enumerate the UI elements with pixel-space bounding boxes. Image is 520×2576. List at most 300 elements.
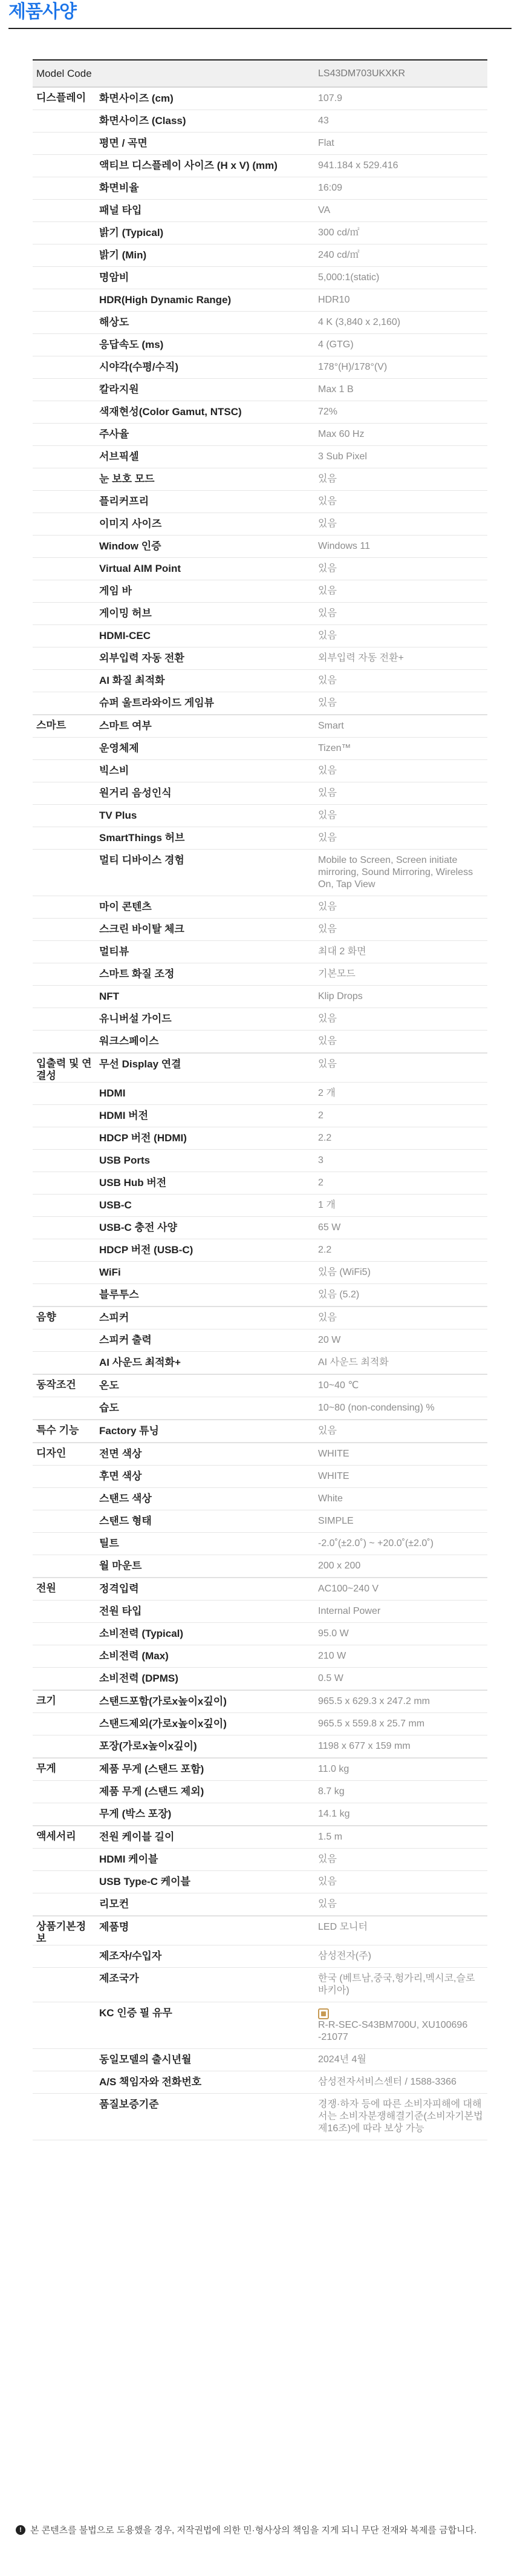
spec-row (33, 1306, 487, 1329)
spec-value: VA (318, 205, 331, 215)
spec-category-empty (33, 1871, 96, 1893)
spec-category-empty (33, 267, 96, 289)
spec-row (33, 1352, 487, 1374)
spec-value: 있음 (318, 1313, 337, 1323)
spec-row (33, 1893, 487, 1916)
spec-category-empty (33, 1329, 96, 1351)
spec-value: 11.0 kg (318, 1764, 349, 1774)
spec-value: 있음 (318, 608, 337, 618)
spec-value: 107.9 (318, 93, 343, 103)
spec-label: 응답속도 (ms) (99, 339, 164, 350)
spec-category: 무게 (36, 1763, 56, 1774)
spec-label: SmartThings 허브 (99, 832, 185, 844)
spec-label: 플리커프리 (99, 496, 149, 507)
spec-row (33, 1083, 487, 1105)
spec-row (33, 1578, 487, 1601)
spec-value: 4 K (3,840 x 2,160) (318, 317, 401, 327)
spec-label: HDMI 버전 (99, 1110, 149, 1121)
spec-label: 품질보증기준 (99, 2099, 159, 2110)
spec-row (33, 1329, 487, 1352)
spec-value: 2 (318, 1178, 323, 1188)
spec-value: 14.1 kg (318, 1809, 350, 1819)
spec-label: 온도 (99, 1380, 119, 1391)
spec-value: 1.5 m (318, 1832, 343, 1842)
spec-label: 전면 색상 (99, 1448, 142, 1460)
spec-label: 멀티뷰 (99, 946, 129, 957)
spec-label: 월 마운트 (99, 1560, 142, 1571)
spec-value: 삼성전자(주) (318, 1951, 371, 1961)
spec-row (33, 625, 487, 647)
spec-value: 72% (318, 407, 338, 417)
spec-value: 있음 (318, 902, 337, 912)
spec-value: 2 (318, 1110, 323, 1121)
spec-row (33, 1690, 487, 1713)
spec-row (33, 200, 487, 222)
spec-value: 95.0 W (318, 1628, 349, 1639)
spec-category-empty (33, 850, 96, 896)
spec-label: 블루투스 (99, 1289, 139, 1300)
kc-cert-number: R-R-SEC-S43BM700U, XU100696-21077 (318, 2020, 468, 2042)
spec-label: HDR(High Dynamic Range) (99, 294, 232, 306)
spec-value: AI 사운드 최적화 (318, 1357, 389, 1368)
spec-row (33, 1053, 487, 1083)
spec-value: 있음 (318, 810, 337, 821)
spec-label: 원거리 음성인식 (99, 787, 172, 799)
spec-row (33, 1031, 487, 1053)
spec-value: 0.5 W (318, 1673, 343, 1683)
spec-label: 스탠드 형태 (99, 1515, 152, 1527)
spec-value: 65 W (318, 1222, 341, 1233)
spec-category-empty (33, 760, 96, 782)
spec-value: 최대 2 화면 (318, 946, 366, 957)
spec-label: 빅스비 (99, 765, 129, 776)
spec-label: 이미지 사이즈 (99, 518, 162, 529)
spec-row (33, 1195, 487, 1217)
spec-category-empty (33, 468, 96, 490)
spec-row (33, 1645, 487, 1668)
spec-category-empty (33, 1284, 96, 1306)
spec-category-empty (33, 312, 96, 333)
spec-row (33, 1217, 487, 1239)
spec-label: 외부입력 자동 전환 (99, 652, 184, 664)
spec-category-empty (33, 536, 96, 557)
spec-category-empty (33, 670, 96, 692)
model-row (33, 59, 487, 87)
spec-label: HDCP 버전 (HDMI) (99, 1132, 187, 1144)
spec-value: 16:09 (318, 183, 343, 193)
spec-category-empty (33, 1262, 96, 1283)
spec-category-empty (33, 1645, 96, 1667)
spec-value: 20 W (318, 1335, 341, 1345)
spec-category-empty (33, 133, 96, 154)
spec-value: 기본모드 (318, 969, 356, 979)
spec-category-empty (33, 941, 96, 963)
model-label: Model Code (36, 67, 92, 79)
spec-row (33, 1374, 487, 1397)
spec-category-empty (33, 1239, 96, 1261)
spec-value: 965.5 x 559.8 x 25.7 mm (318, 1719, 425, 1729)
spec-category-empty (33, 200, 96, 221)
spec-value: 있음 (318, 519, 337, 529)
spec-row (33, 1758, 487, 1781)
spec-row (33, 468, 487, 491)
spec-category-empty (33, 782, 96, 804)
spec-category-empty (33, 491, 96, 513)
spec-value: 있음 (318, 563, 337, 574)
spec-category-empty (33, 558, 96, 580)
spec-category: 크기 (36, 1695, 56, 1706)
spec-value: HDR10 (318, 295, 350, 305)
spec-label: 소비전력 (DPMS) (99, 1673, 178, 1684)
spec-value: 있음 (318, 474, 337, 484)
spec-category-empty (33, 1510, 96, 1532)
spec-row (33, 1443, 487, 1466)
spec-row (33, 312, 487, 334)
spec-category-empty (33, 692, 96, 714)
spec-value: 2.2 (318, 1245, 332, 1255)
spec-label: 틸트 (99, 1538, 119, 1549)
spec-row (33, 1397, 487, 1420)
spec-label: HDMI (99, 1087, 126, 1099)
spec-row (33, 267, 487, 289)
spec-value: 8.7 kg (318, 1786, 345, 1797)
spec-row (33, 424, 487, 446)
spec-row (33, 155, 487, 177)
spec-value: Flat (318, 138, 334, 148)
spec-row (33, 222, 487, 244)
spec-row (33, 603, 487, 625)
spec-category: 디자인 (36, 1447, 67, 1459)
spec-label: 패널 타입 (99, 205, 142, 216)
spec-row (33, 715, 487, 738)
spec-value: 삼성전자서비스센터 / 1588-3366 (318, 2077, 457, 2087)
spec-category-empty (33, 2094, 96, 2140)
spec-category-empty (33, 1083, 96, 1104)
spec-value: LED 모니터 (318, 1922, 368, 1932)
spec-label: 습도 (99, 1402, 119, 1414)
spec-row (33, 2002, 487, 2049)
spec-value: Windows 11 (318, 541, 370, 551)
spec-value: Klip Drops (318, 991, 363, 1001)
spec-label: 전원 타입 (99, 1605, 142, 1617)
spec-row (33, 2049, 487, 2071)
spec-label: 게임 바 (99, 585, 132, 597)
spec-category-empty (33, 1488, 96, 1510)
spec-label: 칼라지원 (99, 384, 139, 395)
spec-label: USB Ports (99, 1155, 151, 1166)
spec-value: 178°(H)/178°(V) (318, 362, 388, 372)
spec-row (33, 2094, 487, 2140)
spec-label: 화면사이즈 (Class) (99, 115, 186, 126)
spec-category-empty (33, 603, 96, 624)
spec-row (33, 133, 487, 155)
spec-label: TV Plus (99, 810, 137, 821)
spec-row (33, 850, 487, 896)
spec-value: 있음 (318, 1854, 337, 1864)
spec-label: 제조국가 (99, 1973, 139, 1984)
spec-label: 스탠드 색상 (99, 1493, 152, 1504)
spec-row (33, 760, 487, 782)
spec-value: 2024년 4월 (318, 2054, 366, 2065)
spec-category-empty (33, 446, 96, 468)
spec-label: 스크린 바이탈 체크 (99, 923, 184, 935)
spec-label: 해상도 (99, 316, 129, 328)
spec-label: 명암비 (99, 272, 129, 283)
spec-category-empty (33, 1031, 96, 1052)
spec-category: 전원 (36, 1582, 56, 1594)
spec-category-empty (33, 625, 96, 647)
spec-label: 워크스페이스 (99, 1035, 159, 1047)
spec-category: 입출력 및 연결성 (36, 1058, 92, 1081)
spec-row (33, 919, 487, 941)
spec-value: 4 (GTG) (318, 339, 354, 350)
page-header (8, 0, 512, 29)
spec-row (33, 1239, 487, 1262)
spec-category-empty (33, 289, 96, 311)
spec-value: 있음 (318, 833, 337, 843)
spec-category-empty (33, 1172, 96, 1194)
spec-category-empty (33, 356, 96, 378)
spec-category-empty (33, 1466, 96, 1487)
spec-label: 포장(가로x높이x깊이) (99, 1740, 197, 1752)
spec-label: 소비전력 (Typical) (99, 1628, 184, 1639)
spec-row (33, 2071, 487, 2094)
spec-label: 스마트 화질 조정 (99, 968, 175, 980)
spec-row (33, 334, 487, 356)
spec-label: 밝기 (Typical) (99, 227, 164, 238)
spec-value: 965.5 x 629.3 x 247.2 mm (318, 1696, 430, 1706)
spec-row (33, 805, 487, 827)
spec-label: Factory 튜닝 (99, 1425, 159, 1437)
spec-label: 화면비율 (99, 182, 139, 194)
spec-row (33, 670, 487, 692)
spec-row (33, 110, 487, 133)
spec-value: 있음 (318, 631, 337, 641)
spec-row (33, 446, 487, 468)
spec-row (33, 558, 487, 580)
spec-row (33, 1713, 487, 1735)
spec-value: 한국 (베트남,중국,헝가리,멕시코,슬로바키아) (318, 1973, 475, 1996)
spec-category-empty (33, 1397, 96, 1419)
spec-label: 멀티 디바이스 경험 (99, 854, 184, 866)
spec-value: 3 (318, 1155, 323, 1165)
spec-row (33, 1623, 487, 1645)
spec-category-empty (33, 334, 96, 356)
spec-category-empty (33, 738, 96, 759)
spec-row (33, 1488, 487, 1510)
spec-label: USB Type-C 케이블 (99, 1876, 190, 1887)
spec-value: WHITE (318, 1449, 349, 1459)
spec-label: 밝기 (Min) (99, 249, 147, 261)
spec-category-empty (33, 1735, 96, 1757)
spec-category-empty (33, 1601, 96, 1622)
spec-value: Internal Power (318, 1606, 381, 1616)
spec-row (33, 580, 487, 603)
spec-label: 후면 색상 (99, 1470, 142, 1482)
spec-row (33, 536, 487, 558)
spec-row (33, 289, 487, 312)
spec-row (33, 1871, 487, 1893)
spec-value: Tizen™ (318, 743, 351, 753)
spec-category-empty (33, 1352, 96, 1374)
spec-category-empty (33, 2049, 96, 2071)
spec-row (33, 647, 487, 670)
spec-row (33, 1420, 487, 1443)
spec-row (33, 1510, 487, 1533)
spec-category-empty (33, 1533, 96, 1555)
spec-category-empty (33, 827, 96, 849)
spec-row (33, 491, 487, 513)
spec-row (33, 1826, 487, 1849)
spec-value: White (318, 1493, 343, 1504)
spec-row (33, 738, 487, 760)
spec-row (33, 1105, 487, 1127)
spec-label: 시야각(수평/수직) (99, 361, 178, 373)
spec-row (33, 827, 487, 850)
spec-value: 있음 (318, 1014, 337, 1024)
spec-label: KC 인증 필 유무 (99, 2007, 172, 2019)
spec-label: 스피커 출력 (99, 1334, 152, 1346)
spec-category-empty (33, 177, 96, 199)
spec-category-empty (33, 379, 96, 401)
model-value: LS43DM703UKXKR (318, 68, 406, 79)
spec-value: 있음 (318, 1426, 337, 1436)
spec-label: 마이 콘텐츠 (99, 901, 152, 913)
spec-category-empty (33, 1150, 96, 1172)
spec-category-empty (33, 986, 96, 1008)
spec-label: 제품 무게 (스탠드 제외) (99, 1786, 204, 1797)
spec-value: 있음 (5.2) (318, 1290, 360, 1300)
spec-category-empty (33, 1803, 96, 1825)
spec-value: 10~80 (non-condensing) % (318, 1403, 435, 1413)
spec-value: 1 개 (318, 1200, 336, 1210)
spec-row (33, 1150, 487, 1172)
spec-label: 소비전력 (Max) (99, 1650, 169, 1662)
spec-row (33, 1262, 487, 1284)
spec-label: A/S 책임자와 전화번호 (99, 2076, 202, 2088)
spec-category-empty (33, 155, 96, 177)
spec-row (33, 1849, 487, 1871)
spec-value: Smart (318, 721, 344, 731)
spec-row (33, 244, 487, 267)
spec-label: 전원 케이블 길이 (99, 1831, 175, 1843)
spec-category: 특수 기능 (36, 1424, 79, 1436)
spec-category-empty (33, 1713, 96, 1735)
spec-value: 있음 (318, 698, 337, 708)
spec-row (33, 513, 487, 536)
spec-label: 스탠드포함(가로x높이x깊이) (99, 1696, 227, 1707)
spec-row (33, 1466, 487, 1488)
spec-label: Window 인증 (99, 540, 161, 552)
spec-value: 있음 (318, 675, 337, 686)
spec-value: 5,000:1(static) (318, 272, 380, 283)
spec-value: -2.0˚(±2.0˚) ~ +20.0˚(±2.0˚) (318, 1538, 434, 1549)
spec-label: 주사율 (99, 428, 129, 440)
spec-label: 색재현성(Color Gamut, NTSC) (99, 406, 242, 418)
spec-row (33, 1172, 487, 1195)
spec-value: 있음 (318, 1036, 337, 1046)
spec-row (33, 87, 487, 110)
spec-label: 유니버설 가이드 (99, 1013, 172, 1024)
spec-label: 스탠드제외(가로x높이x깊이) (99, 1718, 227, 1729)
spec-category-empty (33, 110, 96, 132)
spec-row (33, 782, 487, 805)
spec-row (33, 692, 487, 715)
spec-label: HDMI-CEC (99, 630, 151, 641)
spec-category-empty (33, 424, 96, 445)
spec-category: 액세서리 (36, 1830, 76, 1842)
spec-label: USB Hub 버전 (99, 1177, 167, 1188)
spec-value: 있음 (WiFi5) (318, 1267, 371, 1277)
spec-value: 2.2 (318, 1133, 332, 1143)
spec-table (33, 59, 487, 2140)
spec-category: 음향 (36, 1311, 56, 1323)
spec-label: HDMI 케이블 (99, 1853, 158, 1865)
spec-row (33, 1127, 487, 1150)
spec-label: 제품명 (99, 1921, 129, 1933)
spec-category-empty (33, 1105, 96, 1127)
spec-label: 제품 무게 (스탠드 포함) (99, 1763, 204, 1775)
spec-category-empty (33, 244, 96, 266)
spec-value: 있음 (318, 1899, 337, 1909)
spec-category-empty (33, 805, 96, 827)
spec-label: WiFi (99, 1267, 121, 1278)
spec-label: 정격입력 (99, 1583, 139, 1594)
spec-value: AC100~240 V (318, 1584, 379, 1594)
spec-category: 스마트 (36, 719, 67, 731)
spec-row (33, 1781, 487, 1803)
spec-value: 10~40 ℃ (318, 1380, 359, 1391)
spec-row (33, 401, 487, 424)
spec-value: 있음 (318, 1059, 337, 1069)
spec-row (33, 963, 487, 986)
spec-category-empty (33, 1849, 96, 1870)
spec-category: 동작조건 (36, 1379, 76, 1391)
spec-row (33, 1601, 487, 1623)
spec-value: 1198 x 677 x 159 mm (318, 1741, 411, 1751)
spec-label: 슈퍼 울트라와이드 게임뷰 (99, 697, 215, 709)
spec-category-empty (33, 896, 96, 918)
spec-value: WHITE (318, 1471, 349, 1481)
spec-value: Max 1 B (318, 384, 354, 395)
spec-label: 스피커 (99, 1312, 129, 1323)
spec-value: Mobile to Screen, Screen initiate mirroring, Sound Mirroring, Wireless On, Tap View (318, 855, 473, 890)
spec-label: USB-C 충전 사양 (99, 1222, 177, 1233)
spec-value: 경쟁·하자 등에 따른 소비자피해에 대해서는 소비자분쟁해결기준(소비자기본법 제16조)에 따라 보상 가능 (318, 2099, 483, 2134)
spec-category-empty (33, 2071, 96, 2093)
spec-value: 2 개 (318, 1088, 336, 1098)
spec-category: 상품기본정보 (36, 1921, 86, 1944)
kc-certification-icon (318, 2008, 329, 2019)
spec-row (33, 1968, 487, 2002)
spec-category-empty (33, 1893, 96, 1915)
spec-label: NFT (99, 991, 120, 1002)
spec-category-empty (33, 222, 96, 244)
spec-value: 200 x 200 (318, 1561, 361, 1571)
spec-label: 무게 (박스 포장) (99, 1808, 172, 1820)
spec-value: 240 cd/㎡ (318, 250, 360, 260)
spec-row (33, 177, 487, 200)
spec-category-empty (33, 919, 96, 940)
spec-label: 제조자/수입자 (99, 1950, 162, 1962)
spec-value: 3 Sub Pixel (318, 451, 367, 462)
spec-label: AI 사운드 최적화+ (99, 1357, 181, 1368)
spec-category-empty (33, 1781, 96, 1803)
spec-category-empty (33, 1623, 96, 1645)
spec-label: Virtual AIM Point (99, 563, 181, 574)
spec-label: 동일모델의 출시년월 (99, 2054, 192, 2065)
spec-value: 외부입력 자동 전환+ (318, 653, 404, 663)
